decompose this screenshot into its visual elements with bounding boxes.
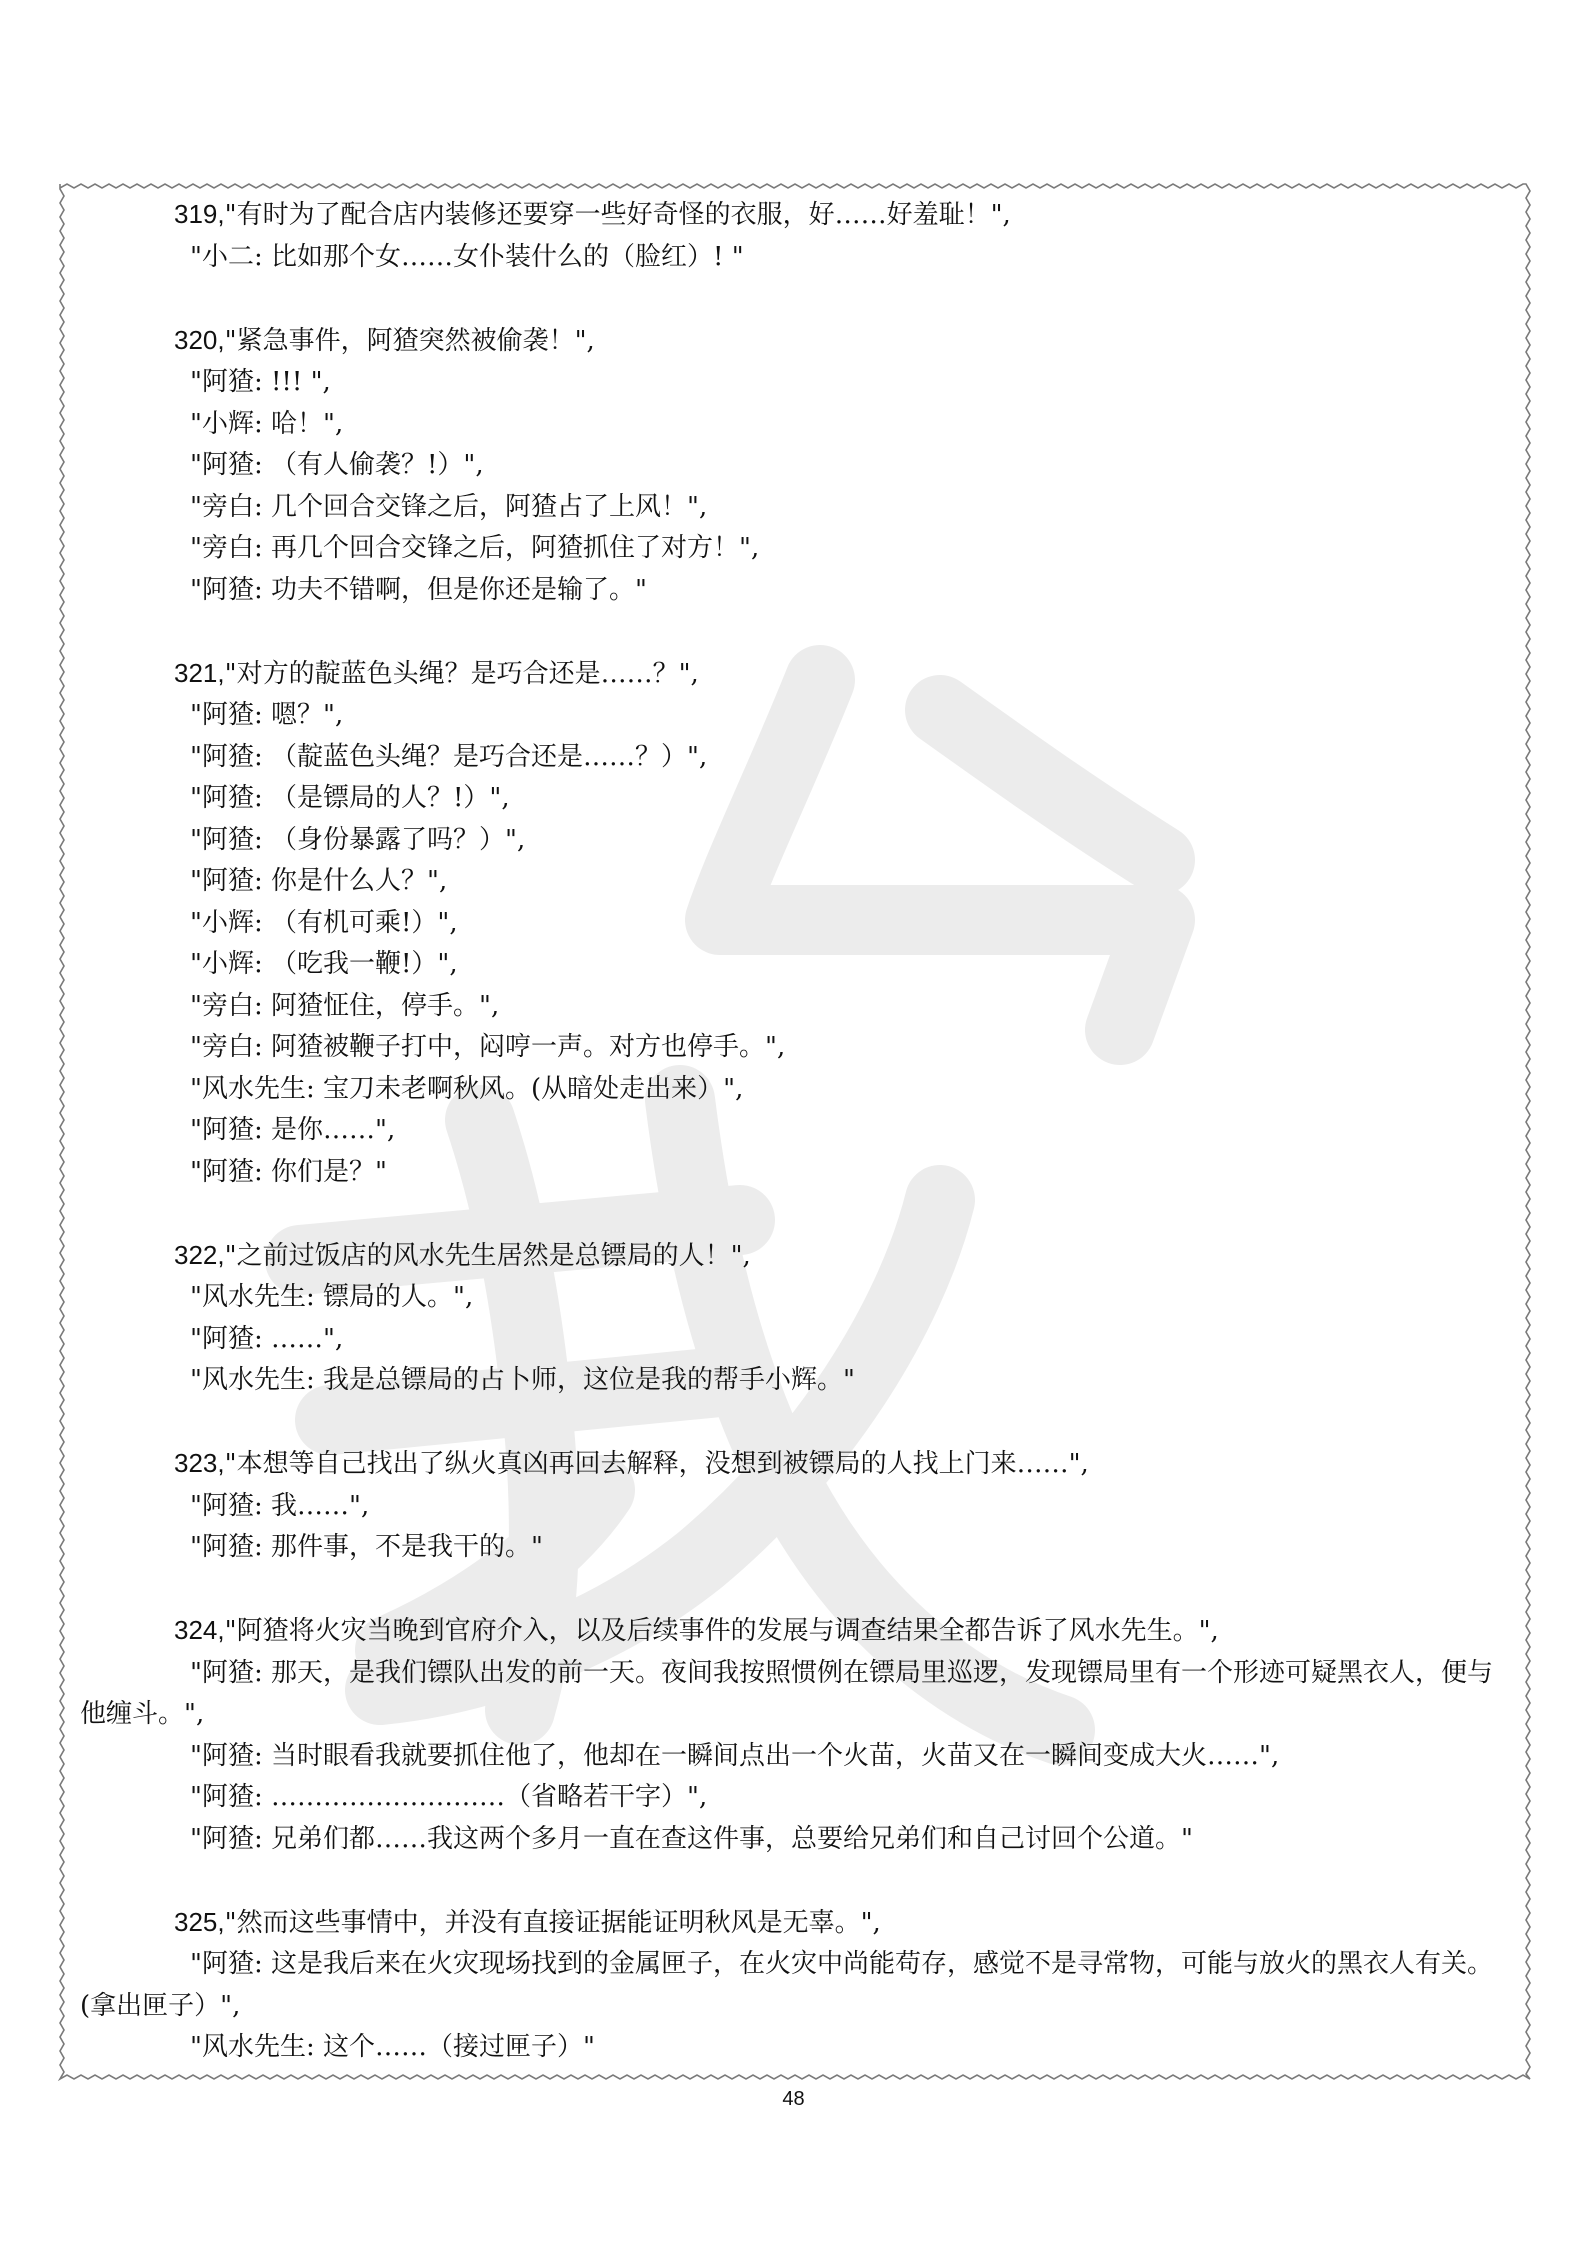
entry-heading-text: "然而这些事情中，并没有直接证据能证明秋风是无辜。", xyxy=(224,1907,881,1938)
dialogue-line: "阿猹: !!! ", xyxy=(190,367,331,397)
entry-heading-text: "对方的靛蓝色头绳？是巧合还是……？", xyxy=(224,658,699,689)
entry-number: 319, xyxy=(174,199,225,229)
dialogue-line: "阿猹: ……", xyxy=(190,1323,344,1354)
dialogue-line: "小二: 比如那个女……女仆装什么的（脸红）! " xyxy=(190,241,744,272)
dialogue-line: "阿猹: 你们是？" xyxy=(190,1156,387,1187)
page-frame xyxy=(56,180,1534,2083)
paragraph-gap xyxy=(80,278,1506,320)
entry-heading-text: "紧急事件，阿猹突然被偷袭！", xyxy=(224,325,595,356)
entry-number: 322, xyxy=(174,1239,225,1270)
dialogue-line: "阿猹: （是镖局的人？!）", xyxy=(190,783,510,813)
dialogue-line: "旁白: 几个回合交锋之后，阿猹占了上风！", xyxy=(190,491,708,522)
dialogue-line: "阿猹: 当时眼看我就要抓住他了，他却在一瞬间点出一个火苗，火苗又在一瞬间变成大火……", xyxy=(190,1740,1280,1771)
dialogue-line: "阿猹: 那天，是我们镖队出发的前一天。夜间我按照惯例在镖局里巡逻，发现镖局里有一个形迹可疑黑衣人，便与他缠斗。", xyxy=(80,1657,1493,1729)
dialogue-line: "阿猹: （靛蓝色头绳？是巧合还是……？）", xyxy=(190,741,708,772)
dialogue-line: "风水先生: 这个……（接过匣子）" xyxy=(190,2032,595,2062)
entry-heading-text: "之前过饭店的风水先生居然是总镖局的人！", xyxy=(224,1240,751,1271)
dialogue-line: "阿猹: 这是我后来在火灾现场找到的金属匣子，在火灾中尚能苟存，感觉不是寻常物，可能与放火的黑衣人有关。(拿出匣子）", xyxy=(80,1949,1493,2021)
dialogue-line: "小辉: （有机可乘!）", xyxy=(190,907,458,938)
entry-number: 324, xyxy=(174,1615,225,1645)
entry-number: 321, xyxy=(174,657,225,688)
dialogue-line: "阿猹: （身份暴露了吗？）", xyxy=(190,824,526,855)
dialogue-line: "阿猹: 兄弟们都……我这两个多月一直在查这件事，总要给兄弟们和自己讨回个公道。" xyxy=(190,1823,1193,1854)
entry-heading-text: "本想等自己找出了纵火真凶再回去解释，没想到被镖局的人找上门来……", xyxy=(224,1449,1089,1479)
entry-heading xyxy=(80,320,1506,363)
entry-heading-text: "阿猹将火灾当晚到官府介入，以及后续事件的发展与调查结果全都告诉了风水先生。", xyxy=(224,1616,1219,1646)
dialogue-line: "旁白: 阿猹怔住，停手。", xyxy=(190,990,500,1021)
dialogue-line: "旁白: 阿猹被鞭子打中，闷哼一声。对方也停手。", xyxy=(190,1032,786,1062)
dialogue-line: "阿猹: ………………………（省略若干字）", xyxy=(190,1782,708,1812)
dialogue-line: "阿猹: 我……", xyxy=(190,1490,370,1521)
entry-heading xyxy=(80,1443,1506,1486)
document-body xyxy=(80,194,1506,2069)
entry-heading-text: "有时为了配合店内装修还要穿一些好奇怪的衣服，好……好羞耻！", xyxy=(224,200,1011,230)
dialogue-line: "阿猹: （有人偷袭？!）", xyxy=(190,450,484,480)
dialogue-line: "阿猹: 嗯？", xyxy=(190,700,344,730)
paragraph-gap xyxy=(80,1569,1506,1611)
entry-number: 323, xyxy=(174,1448,225,1478)
paragraph-gap xyxy=(80,1193,1506,1235)
dialogue-line: "阿猹: 你是什么人？", xyxy=(190,866,448,896)
page-number: 48 xyxy=(782,2088,805,2110)
entry-heading xyxy=(80,1235,1506,1278)
entry-number: 320, xyxy=(174,324,225,355)
dialogue-line: "阿猹: 是你……", xyxy=(190,1115,396,1145)
dialogue-line: "阿猹: 功夫不错啊，但是你还是输了。" xyxy=(190,574,647,605)
entry-number: 325, xyxy=(174,1906,225,1937)
entry-heading xyxy=(80,653,1506,696)
entry-heading xyxy=(80,194,1506,237)
dialogue-line: "旁白: 再几个回合交锋之后，阿猹抓住了对方！", xyxy=(190,533,760,563)
dialogue-line: "风水先生: 宝刀未老啊秋风。(从暗处走出来）", xyxy=(190,1073,744,1104)
entry-heading xyxy=(80,1610,1506,1653)
entry-heading xyxy=(80,1902,1506,1945)
paragraph-gap xyxy=(80,1860,1506,1902)
dialogue-line: "阿猹: 那件事，不是我干的。" xyxy=(190,1532,543,1562)
dialogue-line: "风水先生: 我是总镖局的占卜师，这位是我的帮手小辉。" xyxy=(190,1365,855,1395)
dialogue-line: "风水先生: 镖局的人。", xyxy=(190,1282,474,1312)
paragraph-gap xyxy=(80,1402,1506,1444)
dialogue-line: "小辉: 哈！", xyxy=(190,408,344,439)
dialogue-line: "小辉: （吃我一鞭!）", xyxy=(190,949,458,979)
paragraph-gap xyxy=(80,611,1506,653)
